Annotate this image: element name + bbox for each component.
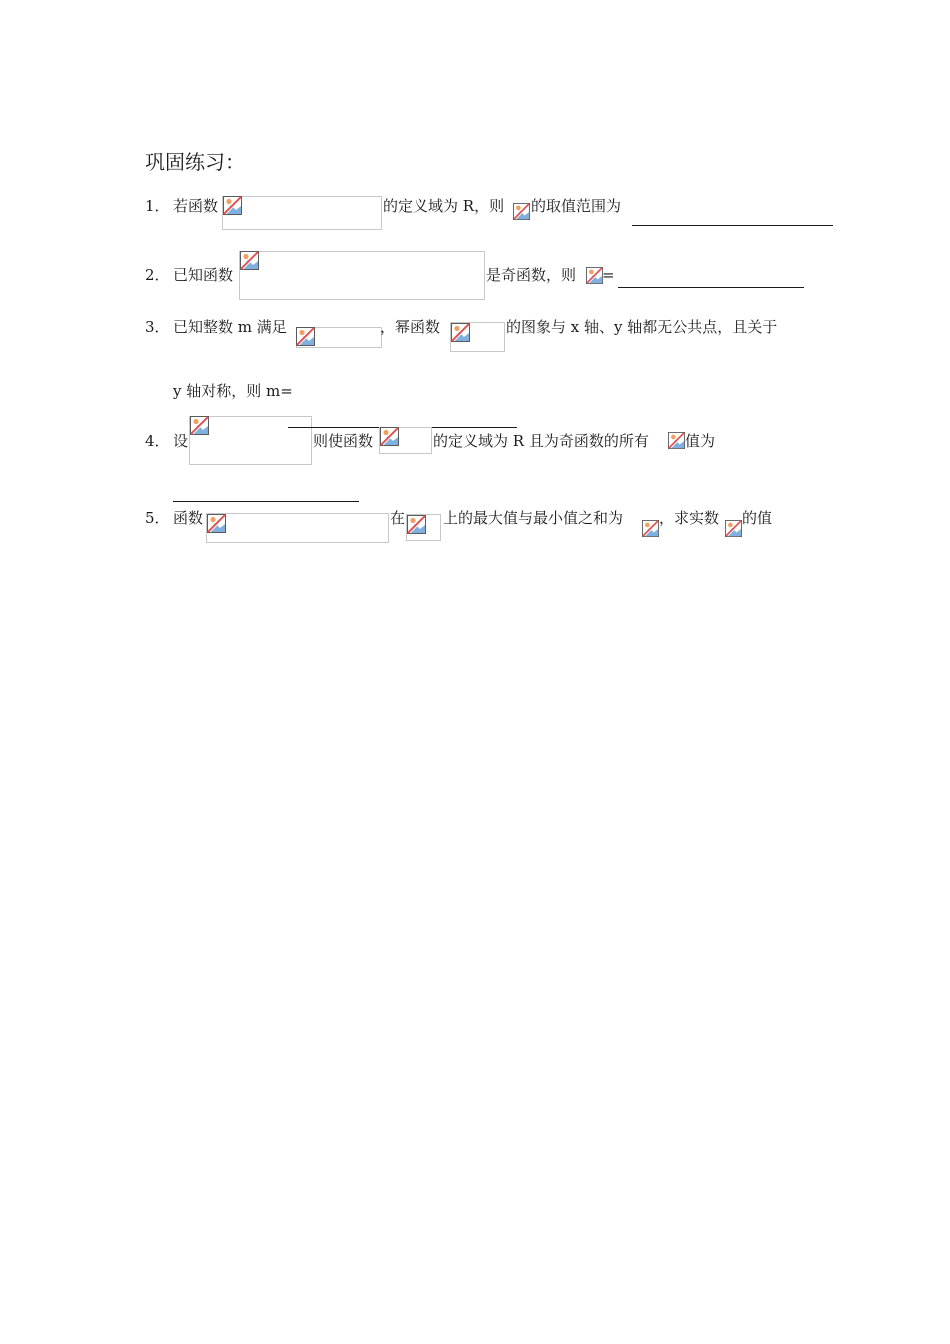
question-text: 在: [390, 509, 406, 527]
question-number: 5．: [145, 509, 170, 527]
formula-image-frame: [222, 196, 382, 230]
question-text: 是奇函数，则: [486, 266, 577, 284]
question-text: 已知函数: [173, 266, 234, 284]
broken-image-icon: [586, 267, 603, 284]
broken-image-icon: [380, 427, 399, 446]
broken-image-icon: [725, 520, 742, 537]
question-text: 的定义域为 R，则: [383, 197, 505, 215]
question-number: 1．: [145, 197, 170, 215]
broken-image-icon: [296, 327, 315, 346]
broken-image-icon: [451, 323, 470, 342]
question-text: 设: [173, 432, 189, 450]
question-text: 的定义域为 R 且为奇函数的所有: [433, 432, 649, 450]
question-text: 的值: [742, 509, 773, 527]
answer-blank: [618, 287, 804, 288]
question-text: 上的最大值与最小值之和为: [443, 509, 624, 527]
question-number: 4．: [145, 432, 170, 450]
question-text: 值为: [685, 432, 716, 450]
question-text: ，幂函数: [380, 318, 441, 336]
answer-blank: [632, 225, 833, 226]
question-text: 函数: [173, 509, 204, 527]
broken-image-icon: [240, 251, 259, 270]
question-text: 若函数: [173, 197, 219, 215]
formula-image-frame: [206, 513, 389, 543]
answer-blank: [173, 501, 359, 502]
question-text: y 轴对称，则 m=: [173, 382, 293, 400]
question-text: 的取值范围为: [531, 197, 622, 215]
section-heading: 巩固练习：: [145, 150, 245, 174]
question-number: 3．: [145, 318, 170, 336]
broken-image-icon: [513, 203, 530, 220]
broken-image-icon: [207, 514, 226, 533]
broken-image-icon: [190, 416, 209, 435]
broken-image-icon: [642, 520, 659, 537]
broken-image-icon: [223, 196, 242, 215]
broken-image-icon: [668, 432, 685, 449]
question-text: 则使函数: [313, 432, 374, 450]
question-text: 的图象与 x 轴、y 轴都无公共点，且关于: [506, 318, 778, 336]
question-text: 已知整数 m 满足: [173, 318, 287, 336]
question-text: =: [602, 266, 615, 284]
formula-image-frame: [239, 251, 485, 300]
broken-image-icon: [407, 515, 426, 534]
question-number: 2．: [145, 266, 170, 284]
question-text: ，求实数: [659, 509, 720, 527]
